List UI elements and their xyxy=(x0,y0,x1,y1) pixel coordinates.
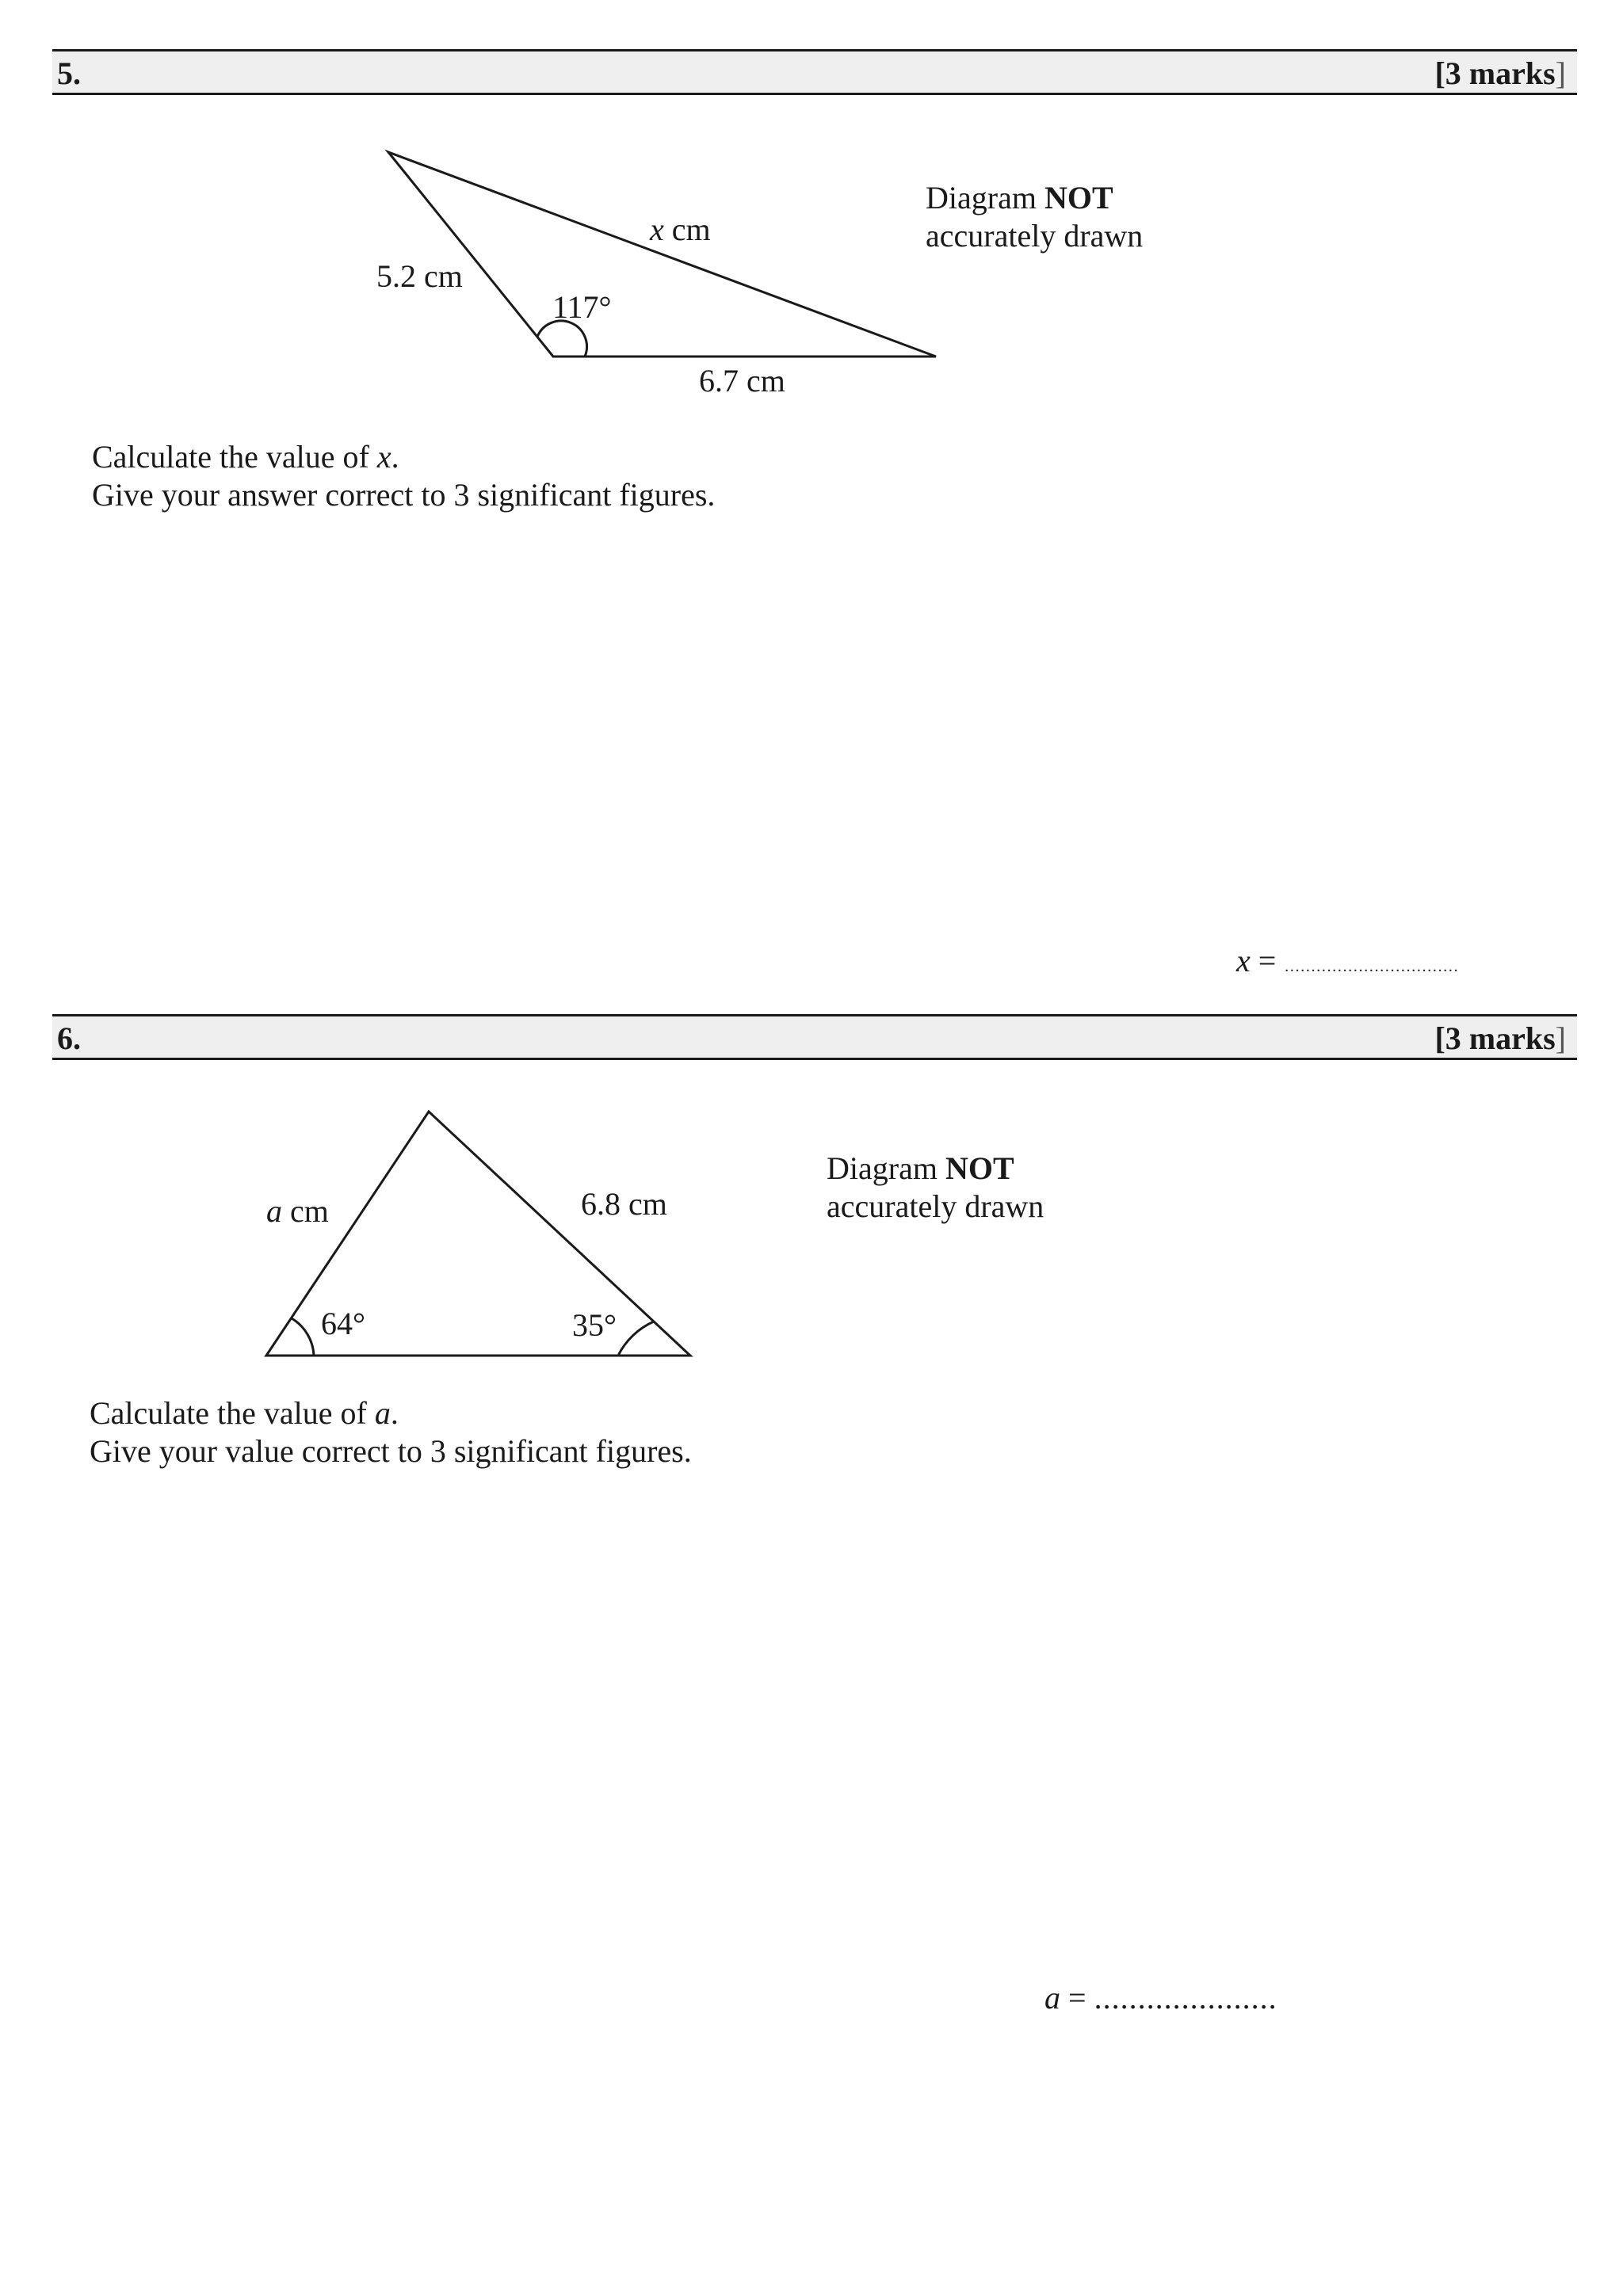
q5-number: 5. xyxy=(57,55,81,91)
q6-marks: [3 marks] xyxy=(1434,1020,1566,1056)
q5-diagram-note: Diagram NOT accurately drawn xyxy=(926,180,1144,254)
q5-label-side-b: 6.7 cm xyxy=(699,363,785,399)
q6-angle-arc-right xyxy=(618,1322,654,1356)
q5-label-angle: 117° xyxy=(552,289,612,325)
q6-label-side-a: a cm xyxy=(266,1193,329,1229)
q5-question-text: Calculate the value of x. Give your answer correct to 3 significant figures. xyxy=(92,439,716,513)
q6-label-angle-right: 35° xyxy=(572,1307,617,1343)
q6-question-text: Calculate the value of a. Give your value correct to 3 significant figures. xyxy=(90,1395,692,1469)
q6-diagram-note: Diagram NOT accurately drawn xyxy=(827,1150,1044,1224)
q5-marks: [3 marks] xyxy=(1434,55,1566,91)
q5-label-side-a: 5.2 cm xyxy=(376,258,463,294)
q6-label-side-b: 6.8 cm xyxy=(581,1186,667,1222)
q6-number: 6. xyxy=(57,1020,81,1056)
q6-answer-dots[interactable]: ..................... xyxy=(1094,1980,1277,2016)
q5-answer-line[interactable]: x = …………………………… xyxy=(1236,943,1459,978)
q5-label-side-x: x cm xyxy=(650,212,711,247)
q6-angle-arc-left xyxy=(292,1318,314,1356)
q6-label-angle-left: 64° xyxy=(321,1306,365,1341)
q5-answer-dots[interactable]: …………………………… xyxy=(1284,958,1459,975)
q6-answer-line[interactable]: a = ..................... xyxy=(1044,1980,1277,2016)
